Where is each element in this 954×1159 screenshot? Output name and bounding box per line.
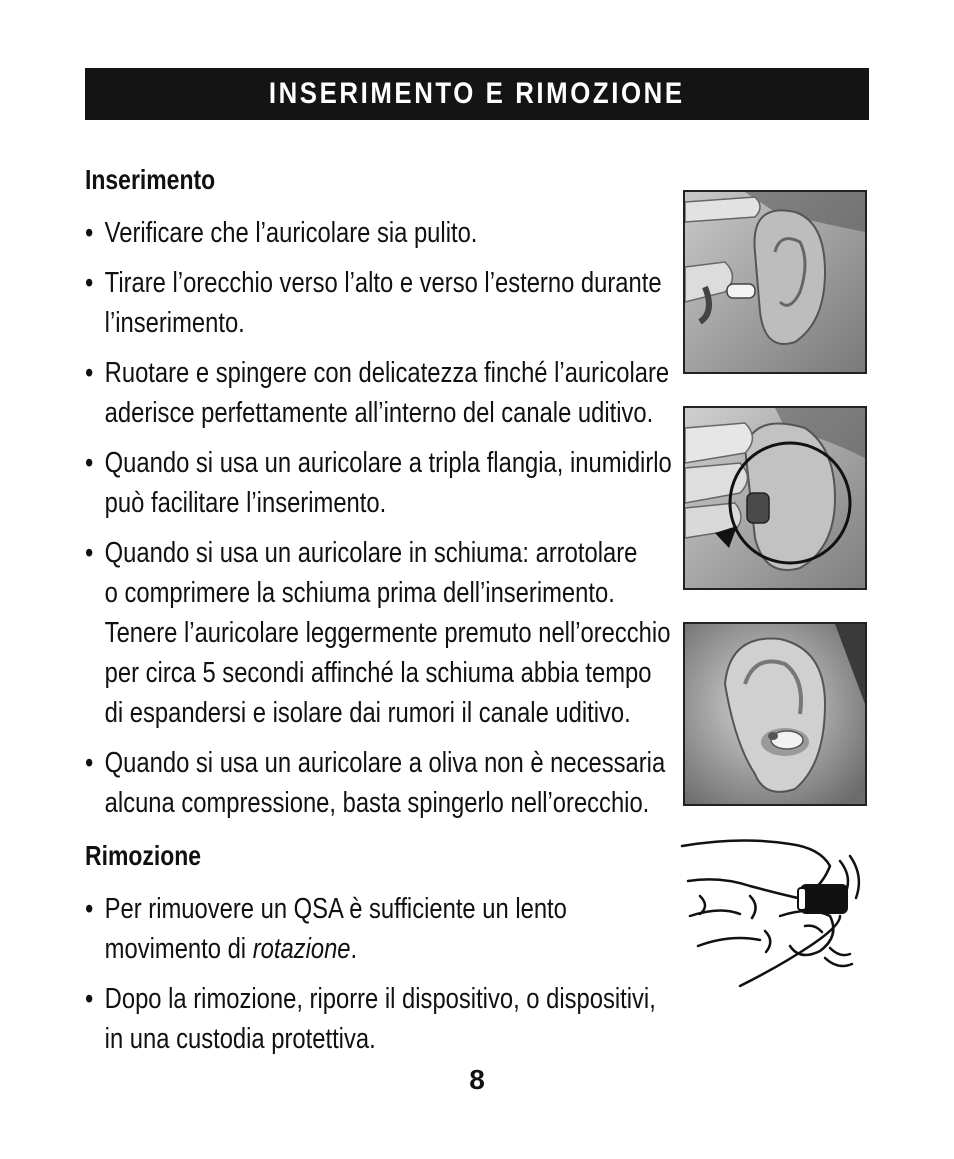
- ear-insertion-photo-icon: [683, 190, 867, 374]
- ear-rotation-photo-icon: [683, 406, 867, 590]
- section-header-banner: [85, 68, 869, 120]
- bullet-text-line: • Dopo la rimozione, riporre il dispositivo, o dispositivi,: [104, 983, 656, 1015]
- bullet-text-line: o comprimere la schiuma prima dell’inserimento.: [104, 577, 615, 609]
- insertion-bullet: [85, 353, 670, 433]
- insertion-bullet: [85, 263, 662, 343]
- bullet-text-plain: .: [350, 933, 358, 965]
- bullet-text-line: aderisce perfettamente all’interno del canale uditivo.: [104, 397, 654, 429]
- bullet-text-line: • Quando si usa un auricolare in schiuma: arrotolare: [104, 537, 638, 569]
- bullet-text-line: l’inserimento.: [104, 307, 245, 339]
- removal-bullet: [85, 889, 659, 969]
- bullet-text-line: • Quando si usa un auricolare a oliva non è necessaria: [104, 747, 666, 779]
- bullet-text-line: per circa 5 secondi affinché la schiuma abbia tempo: [104, 657, 652, 689]
- insertion-bullet-list: [85, 213, 672, 823]
- insertion-bullet: [85, 213, 659, 253]
- bullet-text-line: • Ruotare e spingere con delicatezza finché l’auricolare: [104, 357, 670, 389]
- insertion-bullet: [85, 443, 672, 523]
- bullet-text-line: • Tirare l’orecchio verso l’alto e verso l’esterno durante: [104, 267, 662, 299]
- ear-inserted-photo-icon: [683, 622, 867, 806]
- removal-bullet-list: [85, 889, 659, 1059]
- bullet-text-line: di espandersi e isolare dai rumori il canale uditivo.: [104, 697, 631, 729]
- bullet-text-line: • Per rimuovere un QSA è sufficiente un lento: [104, 893, 567, 925]
- insertion-bullet: [85, 533, 671, 733]
- bullet-text-line: alcuna compressione, basta spingerlo nell’orecchio.: [104, 787, 650, 819]
- fingers-removing-earpiece-icon: [680, 836, 872, 992]
- insertion-heading: Inserimento: [85, 164, 216, 195]
- bullet-text-line: [105, 929, 659, 969]
- bullet-text-line: • Verificare che l’auricolare sia pulito.: [104, 217, 478, 249]
- bullet-text-line: Tenere l’auricolare leggermente premuto nell’orecchio: [104, 617, 671, 649]
- bullet-text-line: • Quando si usa un auricolare a tripla flangia, inumidirlo: [104, 447, 672, 479]
- section-title: INSERIMENTO E RIMOZIONE: [269, 77, 685, 110]
- removal-bullet: [85, 979, 659, 1059]
- bullet-text-line: può facilitare l’inserimento.: [104, 487, 387, 519]
- insertion-bullet: [85, 743, 666, 823]
- bullet-text-emphasis: rotazione: [252, 933, 351, 965]
- bullet-text-plain: movimento di: [104, 933, 253, 965]
- page-number: 8: [469, 1064, 485, 1095]
- bullet-text-line: in una custodia protettiva.: [104, 1023, 376, 1055]
- removal-heading: Rimozione: [85, 840, 202, 871]
